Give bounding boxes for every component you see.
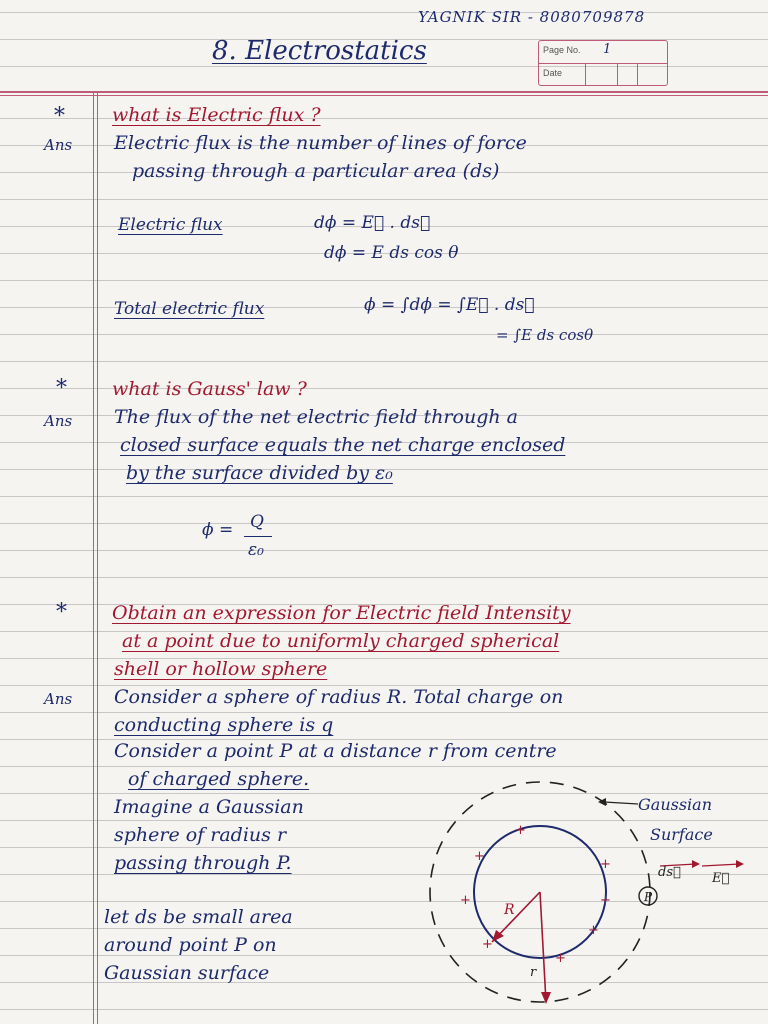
q1-ans-label: Ans <box>44 136 73 154</box>
e-vector <box>702 864 740 866</box>
q1-question: what is Electric flux ? <box>112 104 321 126</box>
charge-plus-3: + <box>460 893 471 908</box>
date-cell-1 <box>585 64 586 85</box>
q1-eq1: dϕ = E⃗ . ds⃗ <box>314 213 431 233</box>
gauss-formula-numerator: Q <box>250 512 264 532</box>
q3-ans-label: Ans <box>44 690 73 708</box>
charge-plus-5: + <box>555 951 566 966</box>
header-rule <box>0 91 768 93</box>
q3-answer-line8: let ds be small area <box>104 906 293 928</box>
gauss-formula-lhs: ϕ = <box>202 520 234 540</box>
q3-answer-line7: passing through P. <box>114 852 292 874</box>
radius-r-line <box>540 892 546 1002</box>
q1-total-eq: ϕ = ∫dϕ = ∫E⃗ . ds⃗ <box>364 295 535 315</box>
q1-eq1-label: Electric flux <box>118 215 223 235</box>
page-no-value: 1 <box>603 42 612 57</box>
q1-marker: * <box>54 104 65 129</box>
charge-plus-2: + <box>474 849 485 864</box>
date-cell-2 <box>617 64 618 85</box>
gauss-formula-fraction-bar <box>244 536 272 537</box>
q2-marker: * <box>56 376 67 401</box>
q1-total-eq2: = ∫E ds cosθ <box>496 326 594 344</box>
margin-rule-right <box>97 92 98 1024</box>
charge-plus-4: + <box>482 937 493 952</box>
charge-plus-7: + <box>600 893 611 908</box>
ds-label: ds⃗ <box>658 865 681 880</box>
q3-answer-line2: conducting sphere is q <box>114 714 334 736</box>
q3-answer-line6: sphere of radius r <box>114 824 287 846</box>
e-arrowhead <box>736 860 744 868</box>
q3-marker: * <box>56 600 67 625</box>
date-label: Date <box>543 68 563 78</box>
gaussian-sphere-diagram <box>410 780 760 1020</box>
page-no-label: Page No. <box>543 45 581 55</box>
q3-answer-line1: Consider a sphere of radius R. Total charge on <box>114 686 564 708</box>
gaussian-pointer-line <box>604 802 638 804</box>
e-label: E⃗ <box>712 871 730 886</box>
radius-R-label: R <box>504 902 515 918</box>
charge-plus-6: + <box>588 923 599 938</box>
page-number-box <box>538 40 668 86</box>
page-title: 8. Electrostatics <box>212 36 427 66</box>
q2-answer-line2: closed surface equals the net charge enclosed <box>120 434 566 456</box>
margin-rule-left <box>93 92 94 1024</box>
q1-answer-line2: passing through a particular area (ds) <box>132 160 500 182</box>
gaussian-label-2: Surface <box>650 825 713 844</box>
gaussian-label-1: Gaussian <box>638 795 713 814</box>
charge-plus-1: + <box>515 823 526 838</box>
q2-answer-line3: by the surface divided by ε₀ <box>126 462 393 484</box>
header-rule-2 <box>0 95 768 96</box>
q2-answer-line1: The flux of the net electric field through a <box>114 406 518 428</box>
q3-question-line3: shell or hollow sphere <box>114 658 328 680</box>
q3-answer-line5: Imagine a Gaussian <box>114 796 304 818</box>
date-cell-3 <box>637 64 638 85</box>
q2-ans-label: Ans <box>44 412 73 430</box>
q1-eq2: dϕ = E ds cos θ <box>324 243 459 263</box>
ds-arrowhead <box>692 860 700 868</box>
radius-small-r-label: r <box>530 965 537 980</box>
q3-answer-line4: of charged sphere. <box>128 768 310 790</box>
q3-answer-line9: around point P on <box>104 934 277 956</box>
q3-question-line2: at a point due to uniformly charged spherical <box>122 630 560 652</box>
q3-answer-line10: Gaussian surface <box>104 962 270 984</box>
teacher-contact: YAGNIK SIR - 8080709878 <box>418 8 646 26</box>
point-p-label: P <box>643 890 653 904</box>
charge-plus-8: + <box>600 857 611 872</box>
q3-answer-line3: Consider a point P at a distance r from centre <box>114 740 557 762</box>
q3-question-line1: Obtain an expression for Electric field Intensity <box>112 602 571 624</box>
gauss-formula-denominator: ε₀ <box>248 540 264 560</box>
q2-question: what is Gauss' law ? <box>112 378 307 400</box>
q1-answer-line1: Electric flux is the number of lines of force <box>114 132 527 154</box>
q1-total-label: Total electric flux <box>114 299 265 319</box>
